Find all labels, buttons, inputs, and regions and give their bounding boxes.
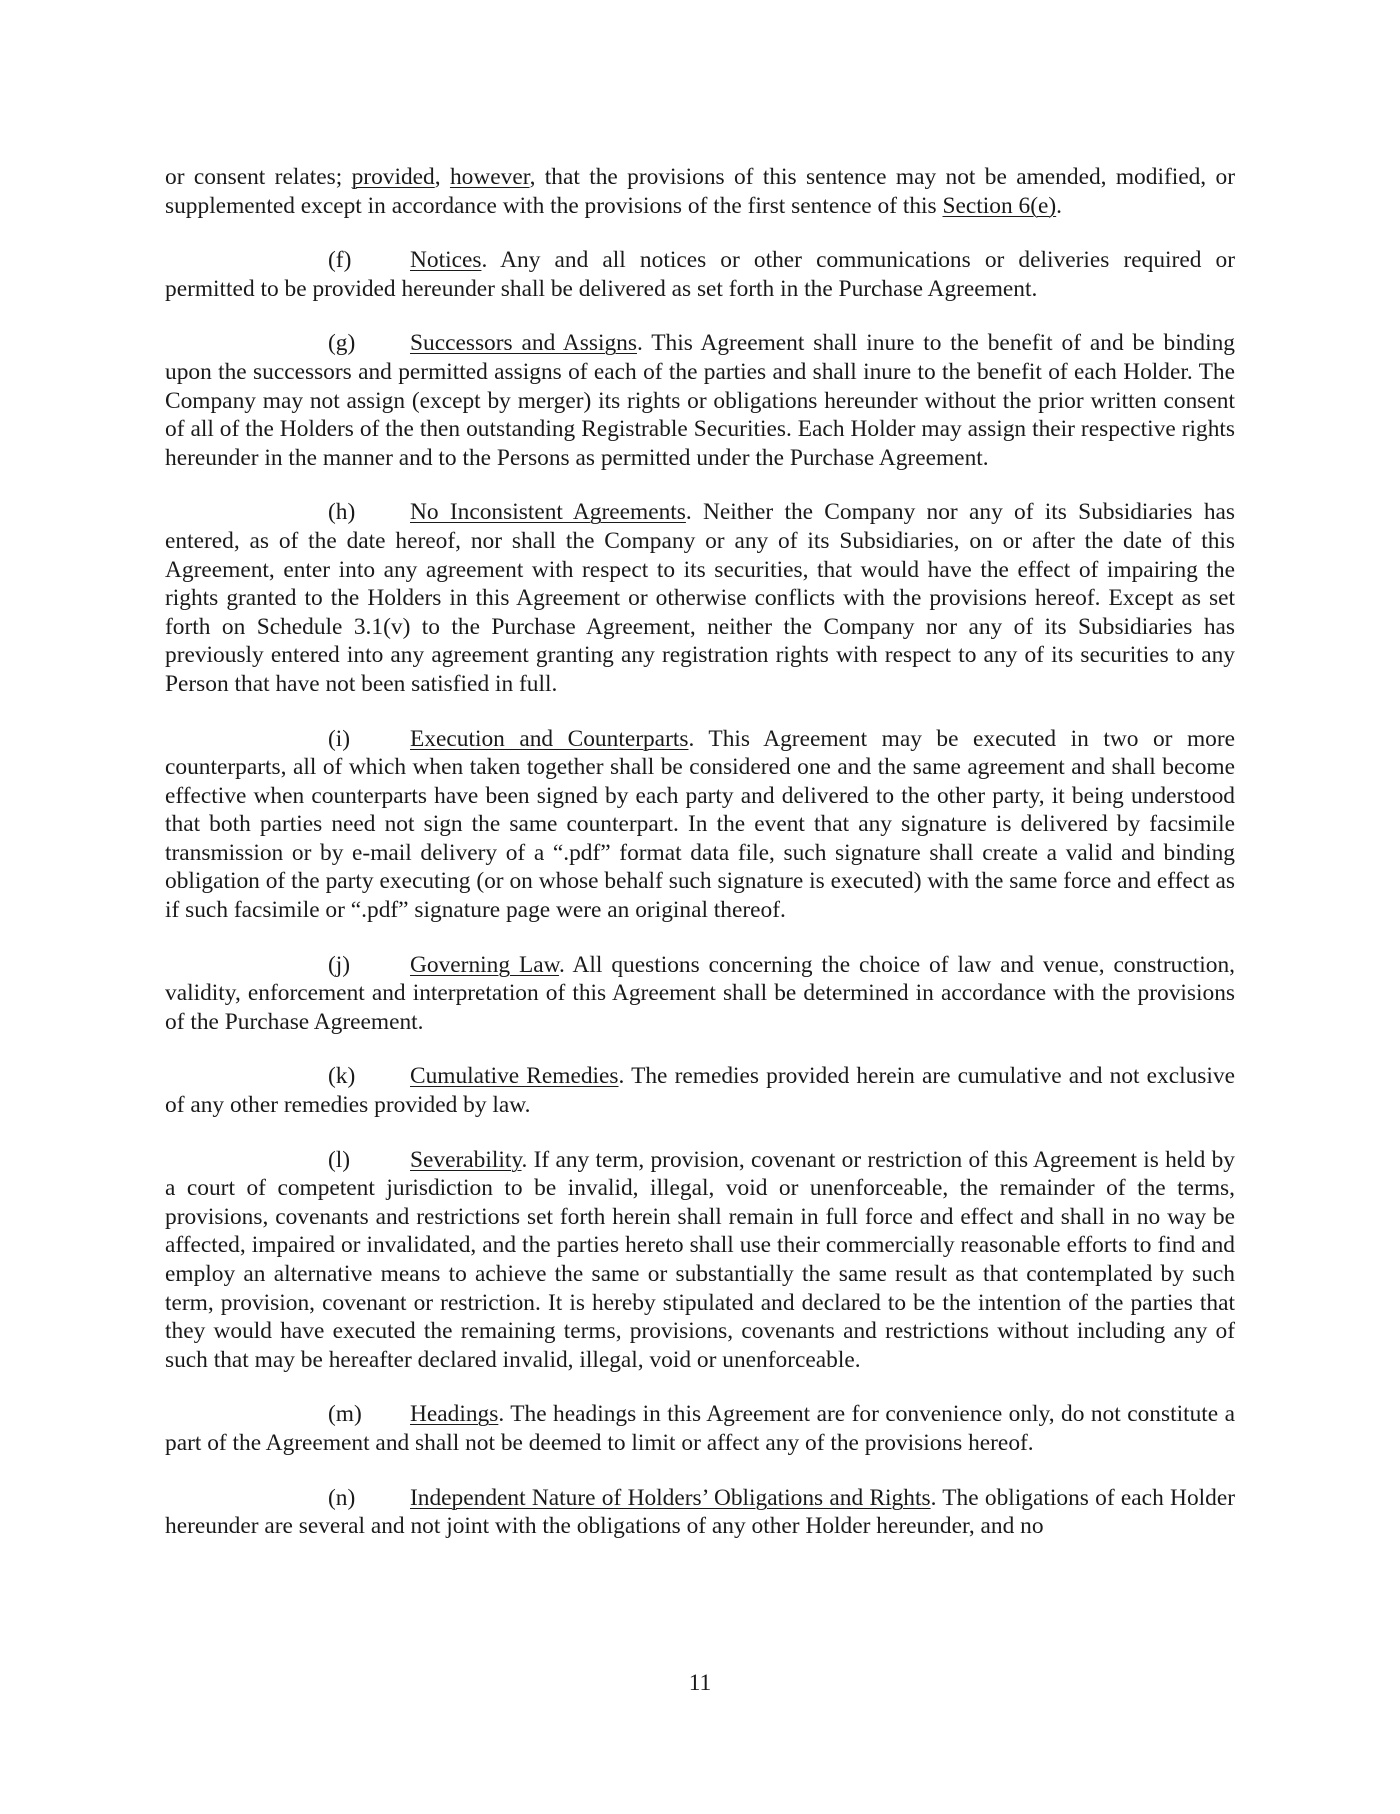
section-g [165,329,1235,472]
continuation-text-2: , [434,164,450,190]
document-page [165,163,1235,1567]
section-label: (n) [328,1484,356,1511]
section-label: (m) [328,1401,362,1428]
continuation-text-3: , that the provisions of this sentence may not be amended, modified, or supplemented except in accordance with the provisions of the first sentence of this [165,164,1236,219]
section-k [165,1062,1235,1119]
section-label: (j) [328,951,351,978]
section-n [165,1484,1235,1541]
continuation-text-4: . [1056,192,1063,219]
section-heading: Headings [410,1401,499,1428]
section-heading: Severability [410,1146,522,1173]
section-heading: Execution and Counterparts [410,725,689,752]
section-body: . Neither the Company nor any of its Subsidiaries has entered, as of the date hereof, nor shall the Company or any of its Subsidiaries, on or after the date of this Agreement, enter into any agreement with respect to its securities, that would have the effect of impairing the rights granted to the Holders in this Agreement or otherwise conflicts with the provisions hereof. Except as set forth on Schedule 3.1(v) to the Purchase Agreement, neither the Company nor any of its Subsidiaries has previously entered into any agreement granting any registration rights with respect to any of its securities to any Person that have not been satisfied in full. [165,499,1235,697]
section-body: . All questions concerning the choice of law and venue, construction, validity, enforcement and interpretation of this Agreement shall be determined in accordance with the provisions of the Purchase Agreement. [165,951,1235,1035]
section-body: . The remedies provided herein are cumulative and not exclusive of any other remedies provided by law. [165,1063,1235,1119]
provided-term: provided [351,164,435,190]
continuation-paragraph [165,163,1235,220]
section-f [165,246,1235,303]
section-label: (k) [328,1063,356,1090]
section-label: (f) [328,247,352,274]
section-heading: No Inconsistent Agreements [410,499,686,526]
section-l [165,1146,1235,1375]
section-reference: Section 6(e) [942,192,1057,219]
section-body: . The headings in this Agreement are for convenience only, do not constitute a part of the Agreement and shall not be deemed to limit or affect any of the provisions hereof. [165,1401,1235,1456]
section-label: (g) [328,330,356,357]
section-m [165,1400,1235,1457]
section-i [165,725,1235,925]
section-label: (l) [328,1146,351,1173]
section-heading: Governing Law [410,951,560,978]
section-body: . This Agreement may be executed in two or more counterparts, all of which when taken together shall be considered one and the same agreement and shall become effective when counterparts have been signed by each party and delivered to the other party, it being understood that both parties need not sign the same counterpart. In the event that any signature is delivered by facsimile transmission or by e-mail delivery of a “.pdf” format data file, such signature shall create a valid and binding obligation of the party executing (or on whose behalf such signature is executed) with the same force and effect as if such facsimile or “.pdf” signature page were an original thereof. [165,725,1236,924]
section-label: (h) [328,499,356,526]
section-body: . The obligations of each Holder hereunder are several and not joint with the obligations of any other Holder hereunder, and no [165,1484,1235,1540]
section-body: . Any and all notices or other communications or deliveries required or permitted to be provided hereunder shall be delivered as set forth in the Purchase Agreement. [165,247,1235,302]
section-heading: Notices [410,247,482,274]
page-number: 11 [688,1670,712,1696]
continuation-text-1: or consent relates; [165,164,352,190]
section-label: (i) [328,725,351,752]
section-heading: Successors and Assigns [410,330,637,357]
section-body: . If any term, provision, covenant or restriction of this Agreement is held by a court of competent jurisdiction to be invalid, illegal, void or unenforceable, the remainder of the terms, provisions, covenants and restrictions set forth herein shall remain in full force and effect and shall in no way be affected, impaired or invalidated, and the parties hereto shall use their commercially reasonable efforts to find and employ an alternative means to achieve the same or substantially the same result as that contemplated by such term, provision, covenant or restriction. It is hereby stipulated and declared to be the intention of the parties that they would have executed the remaining terms, provisions, covenants and restrictions without including any of such that may be hereafter declared invalid, illegal, void or unenforceable. [165,1146,1235,1373]
however-term: however [449,164,530,190]
section-heading: Independent Nature of Holders’ Obligations and Rights [410,1484,931,1511]
section-j [165,951,1235,1037]
section-body: . This Agreement shall inure to the benefit of and be binding upon the successors and permitted assigns of each of the parties and shall inure to the benefit of each Holder. The Company may not assign (except by merger) its rights or obligations hereunder without the prior written consent of all of the Holders of the then outstanding Registrable Securities. Each Holder may assign their respective rights hereunder in the manner and to the Persons as permitted under the Purchase Agreement. [165,330,1235,471]
section-heading: Cumulative Remedies [410,1063,619,1090]
section-h [165,498,1235,698]
